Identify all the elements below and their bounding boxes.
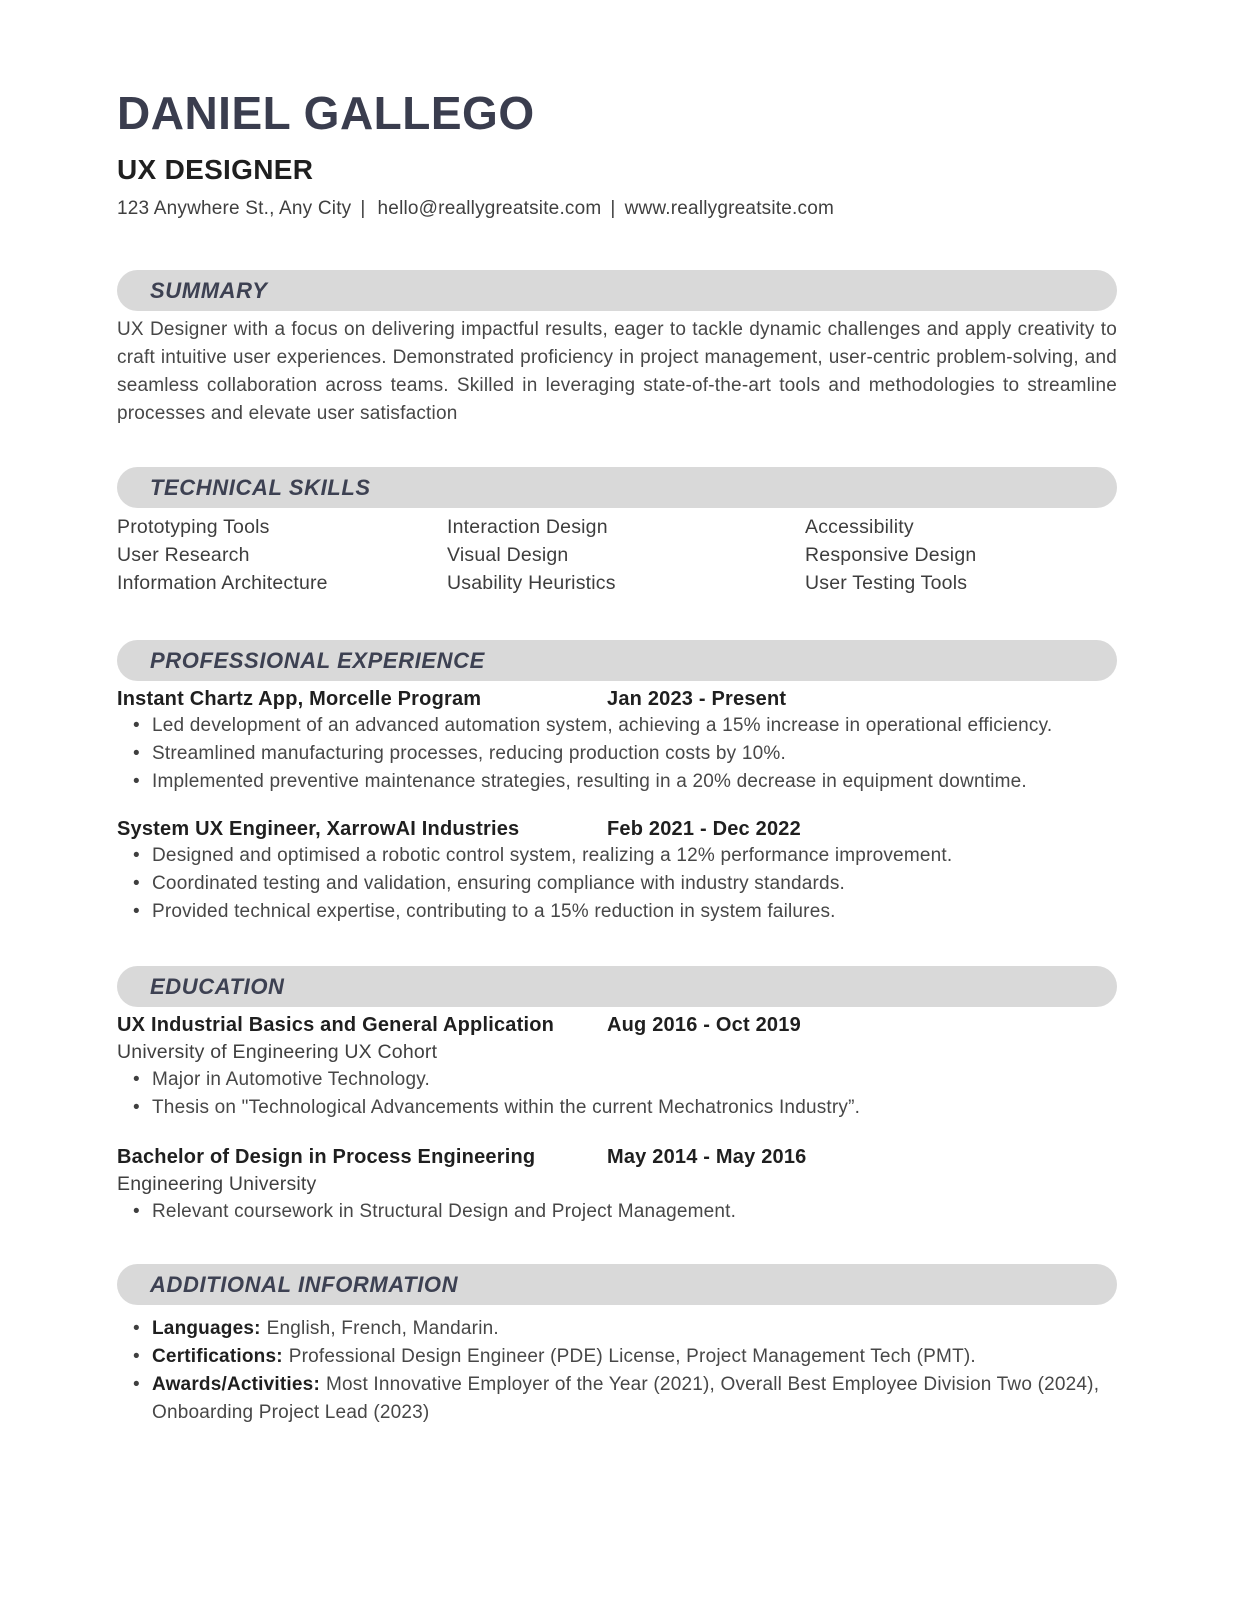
additional-label: Languages: <box>152 1318 261 1339</box>
section-summary <box>117 270 1117 428</box>
additional-text: Professional Design Engineer (PDE) License, Project Management Tech (PMT). <box>288 1346 976 1367</box>
section-header-pill <box>117 467 1117 508</box>
skill-item: Usability Heuristics <box>447 572 616 594</box>
skill-item: User Research <box>117 544 250 566</box>
section-technical-skills <box>117 467 1117 597</box>
skills-grid <box>117 513 1117 597</box>
section-experience <box>117 640 1117 926</box>
bullet-item: • Thesis on "Technological Advancements within the current Mechatronics Industry”. <box>117 1094 1117 1122</box>
contact-line <box>117 196 1117 222</box>
skill-item: Prototyping Tools <box>117 516 270 538</box>
skill-item: Accessibility <box>805 516 914 538</box>
skills-column <box>117 513 447 597</box>
bullet-item: • Coordinated testing and validation, ensuring compliance with industry standards. <box>117 870 1117 898</box>
section-heading: EDUCATION <box>150 973 285 999</box>
job-company: System UX Engineer, XarrowAI Industries <box>117 818 520 840</box>
contact-separator: | <box>360 198 366 219</box>
school-entry <box>117 1144 1117 1226</box>
section-header-pill <box>117 270 1117 311</box>
bullet-item: • Led development of an advanced automation system, achieving a 15% increase in operational efficiency. <box>117 712 1117 740</box>
job-entry <box>117 686 1117 796</box>
section-heading: TECHNICAL SKILLS <box>150 474 371 500</box>
section-additional-information <box>117 1264 1117 1427</box>
job-title-heading: UX DESIGNER <box>117 154 314 185</box>
job-bullets <box>117 712 1117 796</box>
bullet-item: • Relevant coursework in Structural Design and Project Management. <box>117 1198 1117 1226</box>
additional-item <box>117 1343 1117 1371</box>
bullet-item: • Implemented preventive maintenance strategies, resulting in a 20% decrease in equipment downtime. <box>117 768 1117 796</box>
job-header <box>117 816 1117 842</box>
skill-item: Responsive Design <box>805 544 977 566</box>
bullet-item: • Provided technical expertise, contributing to a 15% reduction in system failures. <box>117 898 1117 926</box>
job-entry <box>117 816 1117 926</box>
program-name: Bachelor of Design in Process Engineering <box>117 1146 536 1168</box>
skills-column <box>447 513 805 597</box>
contact-address: 123 Anywhere St., Any City <box>117 198 352 219</box>
school-dates: Aug 2016 - Oct 2019 <box>607 1014 801 1036</box>
skill-item: Visual Design <box>447 544 569 566</box>
summary-text: UX Designer with a focus on delivering impactful results, eager to tackle dynamic challenges and apply creativity to craft intuitive user experiences. Demonstrated proficiency in project management, user-centric problem-solving, and seamless collaboration across teams. Skilled in leveraging state-of-the-art tools and methodologies to streamline processes and elevate user satisfaction <box>117 319 1117 424</box>
job-bullets <box>117 842 1117 926</box>
section-heading: ADDITIONAL INFORMATION <box>150 1271 459 1297</box>
job-dates: Jan 2023 - Present <box>607 688 787 710</box>
job-dates: Feb 2021 - Dec 2022 <box>607 818 801 840</box>
job-company: Instant Chartz App, Morcelle Program <box>117 688 482 710</box>
contact-website: www.reallygreatsite.com <box>624 198 835 219</box>
school-entry <box>117 1012 1117 1122</box>
additional-item <box>117 1315 1117 1343</box>
section-header-pill <box>117 966 1117 1007</box>
school-header <box>117 1012 1117 1038</box>
additional-text: English, French, Mandarin. <box>266 1318 499 1339</box>
job-header <box>117 686 1117 712</box>
skill-item: Interaction Design <box>447 516 608 538</box>
contact-email: hello@reallygreatsite.com <box>377 198 602 219</box>
additional-label: Certifications: <box>152 1346 283 1367</box>
program-name: UX Industrial Basics and General Application <box>117 1014 555 1036</box>
bullet-item: • Major in Automotive Technology. <box>117 1066 1117 1094</box>
bullet-item: • Streamlined manufacturing processes, reducing production costs by 10%. <box>117 740 1117 768</box>
institution-name: Engineering University <box>117 1173 317 1195</box>
section-header-pill <box>117 640 1117 681</box>
person-name: DANIEL GALLEGO <box>117 87 535 139</box>
additional-text: Most Innovative Employer of the Year (2021), Overall Best Employee Division Two (2024), Onboarding Project Lead (2023) <box>152 1374 1100 1423</box>
school-dates: May 2014 - May 2016 <box>607 1146 807 1168</box>
additional-list <box>117 1315 1117 1427</box>
bullet-item: • Designed and optimised a robotic control system, realizing a 12% performance improvement. <box>117 842 1117 870</box>
school-bullets <box>117 1066 1117 1122</box>
section-header-pill <box>117 1264 1117 1305</box>
institution-name: University of Engineering UX Cohort <box>117 1041 438 1063</box>
skills-column <box>805 513 1117 597</box>
school-header <box>117 1144 1117 1170</box>
contact-separator: | <box>610 198 616 219</box>
additional-item <box>117 1371 1117 1427</box>
skill-item: User Testing Tools <box>805 572 968 594</box>
additional-label: Awards/Activities: <box>152 1374 320 1395</box>
section-heading: SUMMARY <box>150 277 268 303</box>
skill-item: Information Architecture <box>117 572 328 594</box>
resume-header <box>117 88 1117 222</box>
section-heading: PROFESSIONAL EXPERIENCE <box>150 647 485 673</box>
school-bullets <box>117 1198 1117 1226</box>
section-education <box>117 966 1117 1226</box>
